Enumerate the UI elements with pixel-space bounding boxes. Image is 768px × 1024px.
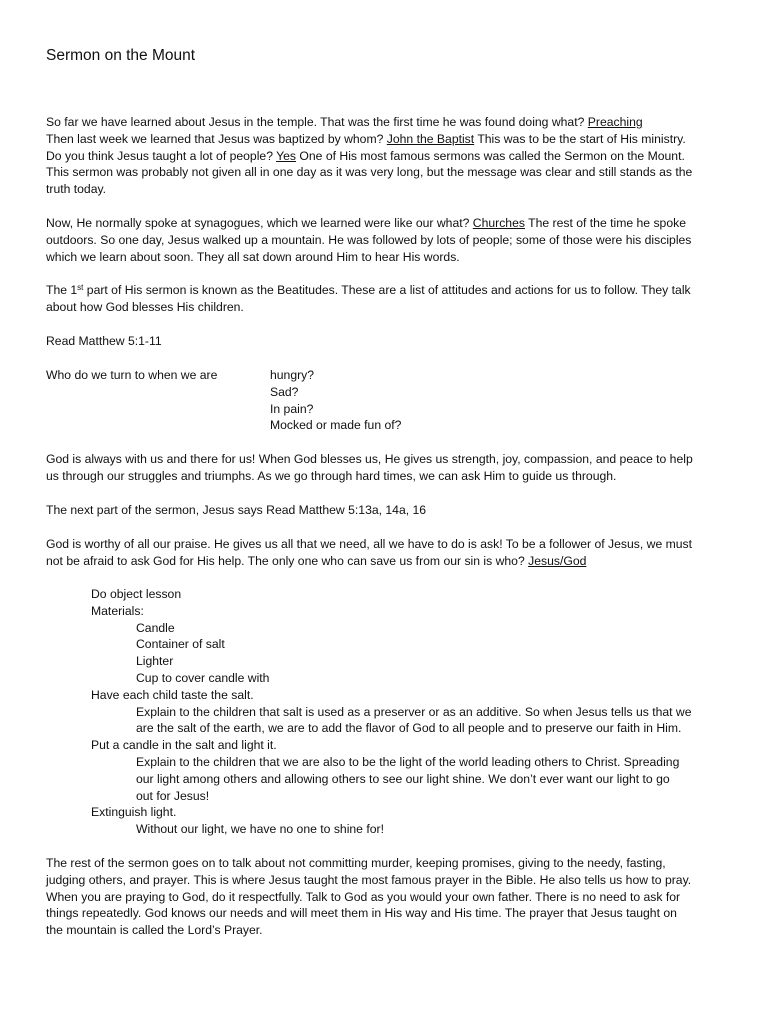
lesson-detail: our light among others and allowing others to see our light shine. We don’t ever want our light to go [136,771,670,786]
list-item: Sad? [270,384,299,399]
text-line [46,131,736,148]
answer-john-the-baptist: John the Baptist [386,131,475,146]
material-item: Cup to cover candle with [136,670,270,685]
text: Do you think Jesus taught a lot of people? [46,148,277,163]
text: One of His most famous sermons was called the Sermon on the Mount. [296,148,685,163]
question-label: Who do we turn to when we are [46,368,218,382]
text-line: judging others, and prayer. This is where Jesus taught the most famous prayer in the Bible. He also tells us how to pray. [46,872,692,887]
text: The 1 [46,283,78,297]
paragraph-intro [46,114,736,198]
lesson-detail: out for Jesus! [136,788,210,803]
list-item: In pain? [270,401,314,416]
list-item: Mocked or made fun of? [270,418,402,433]
object-lesson [91,586,731,838]
text-line: the mountain is called the Lord’s Prayer. [46,923,263,938]
text-line [46,553,736,570]
text-line: God is worthy of all our praise. He gives us all that we need, all we have to do is ask! To be a follower of Jesus, we must [46,537,693,551]
text-line [46,148,736,165]
text: The rest of the time he spoke [524,216,686,230]
paragraph-god-always-with-us [46,451,736,485]
text: Now, He normally spoke at synagogues, which we learned were like our what? [46,216,473,230]
text-line [46,282,736,299]
page-title: Sermon on the Mount [46,47,196,64]
feelings-list [270,367,401,434]
text-line: things repeatedly. God knows our needs and will meet them in His way and His time. The prayer that Jesus taught on [46,906,677,921]
lesson-detail: Explain to the children that we are also to be the light of the world leading others to Christ. Spreading [136,754,680,769]
superscript: st [77,283,84,292]
text-line [46,215,736,232]
text-line [46,114,736,131]
material-item: Candle [136,620,175,635]
text-line: outdoors. So one day, Jesus walked up a mountain. He was followed by lots of people; some of those were his disciples [46,232,692,247]
paragraph-synagogues [46,215,736,265]
list-item: hungry? [270,368,315,382]
paragraph-rest-of-sermon [46,855,736,939]
lesson-detail: Without our light, we have no one to shine for! [136,822,384,837]
text: This was to be the start of His ministry. [474,131,686,146]
text-line: about how God blesses His children. [46,299,244,314]
lesson-line: Do object lesson [91,587,182,601]
answer-yes: Yes [276,148,297,163]
text-line: The next part of the sermon, Jesus says Read Matthew 5:13a, 14a, 16 [46,503,427,517]
read-matthew-5-1-11 [46,333,736,350]
lesson-detail: Explain to the children that salt is used as a preserver or as an additive. So when Jesus tells us that we [136,704,692,719]
answer-preaching: Preaching [587,115,643,129]
answer-jesus-god: Jesus/God [528,553,587,568]
text-line: The rest of the sermon goes on to talk about not committing murder, keeping promises, giving to the needy, fasting, [46,856,666,870]
text-line: God is always with us and there for us! When God blesses us, He gives us strength, joy, compassion, and peace to help [46,452,693,466]
text: part of His sermon is known as the Beatitudes. These are a list of attitudes and actions for us to follow. They talk [83,283,691,297]
text-line: us through our struggles and triumphs. As we go through hard times, we can ask Him to guide us through. [46,468,617,483]
text-line: Read Matthew 5:1-11 [46,334,162,348]
text-line: When you are praying to God, do it respectfully. Talk to God as you would your own father. There is no need to ask for [46,889,681,904]
lesson-detail: are the salt of the earth, we are to add the flavor of God to all people and to preserve our faith in Him. [136,721,682,736]
lesson-step: Put a candle in the salt and light it. [91,738,277,753]
text: So far we have learned about Jesus in the temple. That was the first time he was found doing what? [46,115,588,129]
text-line: This sermon was probably not given all in one day as it was very long, but the message was clear and still stands as the [46,165,693,180]
text-line: truth today. [46,182,107,197]
text: not be afraid to ask God for His help. The only one who can save us from our sin is who? [46,553,529,568]
lesson-step: Have each child taste the salt. [91,687,254,702]
paragraph-next-part [46,502,736,519]
text: Then last week we learned that Jesus was baptized by whom? [46,131,387,146]
lesson-step: Extinguish light. [91,805,177,820]
material-item: Container of salt [136,637,225,652]
material-item: Lighter [136,654,174,669]
lesson-line: Materials: [91,603,144,618]
paragraph-beatitudes [46,282,736,316]
paragraph-worthy-of-praise [46,536,736,570]
answer-churches: Churches [472,216,525,230]
text-line: which we learn about soon. They all sat down around Him to hear His words. [46,249,460,264]
